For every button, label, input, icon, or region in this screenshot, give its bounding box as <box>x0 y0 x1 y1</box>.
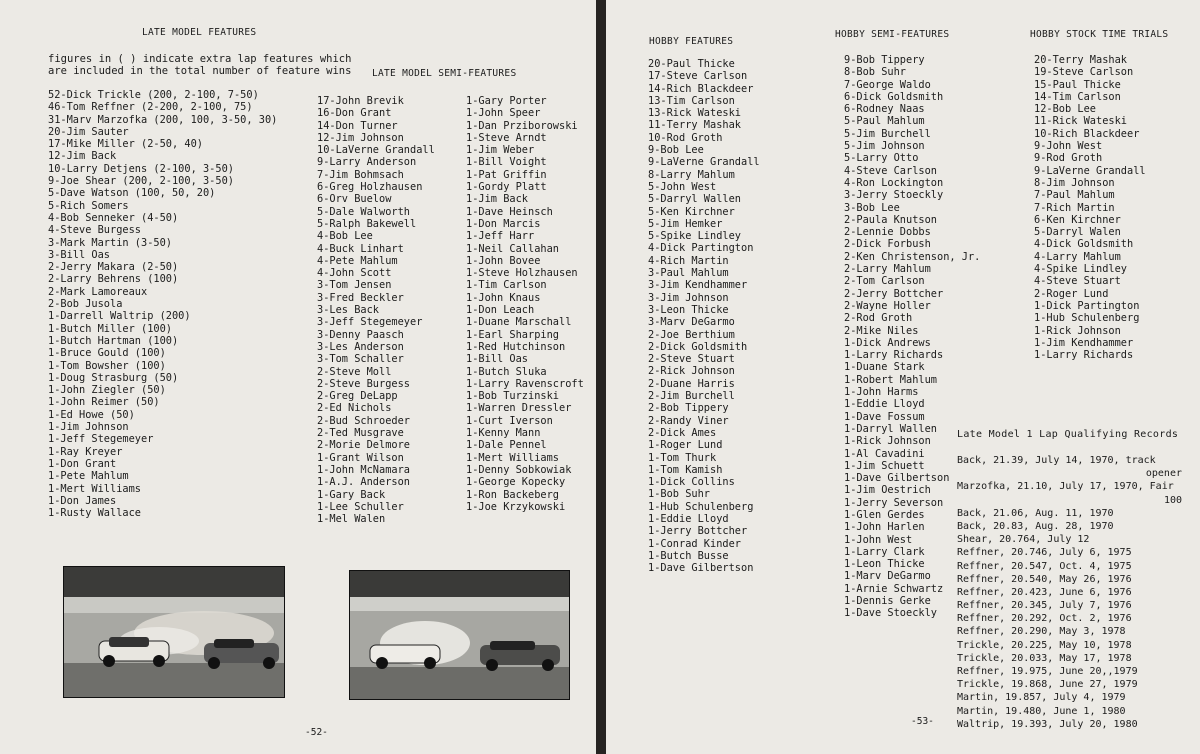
hobby-semi-entry: 1-John West <box>844 533 913 546</box>
hobby-feature-entry: 8-Larry Mahlum <box>648 168 735 181</box>
semi-feature-entry: 4-Bob Lee <box>317 230 373 243</box>
feature-entry: 1-Jim Johnson <box>48 421 129 434</box>
hobby-semi-entry: 3-Bob Lee <box>844 201 900 214</box>
left-page <box>0 0 596 754</box>
feature-entry: 2-Bob Jusola <box>48 298 123 311</box>
qualifying-record: Reffner, 20.547, Oct. 4, 1975 <box>957 560 1132 572</box>
time-trial-entry: 4-Spike Lindley <box>1034 263 1127 276</box>
semi-feature-entry: 14-Don Turner <box>317 119 398 132</box>
hobby-feature-entry: 1-Hub Schulenberg <box>648 500 754 513</box>
feature-entry: 1-Butch Hartman (100) <box>48 334 179 347</box>
semi-feature-entry: 3-Fred Beckler <box>317 291 404 304</box>
semi-feature-entry: 3-Tom Jensen <box>317 279 392 292</box>
hobby-feature-entry: 5-Darryl Wallen <box>648 193 741 206</box>
time-trial-entry: 12-Bob Lee <box>1034 103 1096 116</box>
hobby-semi-entry: 1-Rick Johnson <box>844 435 931 448</box>
book-gutter <box>596 0 606 754</box>
qualifying-record: Reffner, 20.746, July 6, 1975 <box>957 547 1132 559</box>
hobby-semi-entry: 1-Dave Stoeckly <box>844 607 937 620</box>
semi-feature-entry: 1-Tim Carlson <box>466 279 547 292</box>
hobby-feature-entry: 17-Steve Carlson <box>648 70 748 83</box>
hobby-feature-entry: 11-Terry Mashak <box>648 119 741 132</box>
hobby-semi-entry: 1-Larry Richards <box>844 349 944 362</box>
semi-feature-entry: 1-A.J. Anderson <box>317 476 410 489</box>
time-trial-entry: 4-Dick Goldsmith <box>1034 238 1134 251</box>
semi-feature-entry: 2-Steve Burgess <box>317 377 410 390</box>
hobby-feature-entry: 5-Ken Kirchner <box>648 205 735 218</box>
semi-feature-entry: 2-Bud Schroeder <box>317 414 410 427</box>
semi-feature-entry: 1-Don Marcis <box>466 217 541 230</box>
hobby-semi-entry: 2-Tom Carlson <box>844 275 925 288</box>
hobby-feature-entry: 3-Leon Thicke <box>648 303 729 316</box>
late-model-semi-list-2 <box>466 95 584 513</box>
semi-feature-entry: 3-Les Back <box>317 304 379 317</box>
semi-feature-entry: 6-Orv Buelow <box>317 193 392 206</box>
hobby-semi-entry: 1-Jerry Severson <box>844 496 944 509</box>
race-photo-2 <box>349 570 570 700</box>
hobby-semi-entry: 5-Jim Johnson <box>844 140 925 153</box>
note-line-1: figures in ( ) indicate extra lap features which <box>48 53 352 65</box>
hobby-feature-entry: 2-Randy Viner <box>648 414 729 427</box>
hobby-feature-entry: 5-Jim Hemker <box>648 217 723 230</box>
hobby-semi-entry: 2-Lennie Dobbs <box>844 226 931 239</box>
semi-feature-entry: 1-Jeff Harr <box>466 230 535 243</box>
semi-feature-entry: 1-Mert Williams <box>466 451 559 464</box>
semi-feature-entry: 2-Steve Moll <box>317 365 392 378</box>
semi-feature-entry: 1-Dan Prziborowski <box>466 119 578 132</box>
hobby-features-list <box>648 58 760 574</box>
feature-entry: 52-Dick Trickle (200, 2-100, 7-50) <box>48 89 259 101</box>
semi-feature-entry: 1-George Kopecky <box>466 476 566 489</box>
hobby-semi-entry: 5-Jim Burchell <box>844 127 931 140</box>
semi-feature-entry: 2-Ted Musgrave <box>317 427 404 440</box>
hobby-feature-entry: 3-Jim Johnson <box>648 291 729 304</box>
hobby-feature-entry: 2-Duane Harris <box>648 377 735 390</box>
semi-feature-entry: 4-Buck Linhart <box>317 242 404 255</box>
hobby-feature-entry: 13-Tim Carlson <box>648 94 735 107</box>
semi-feature-entry: 9-Larry Anderson <box>317 156 417 169</box>
hobby-semi-entry: 1-Al Cavadini <box>844 447 925 460</box>
page-number-right: -53- <box>911 716 934 727</box>
feature-entry: 1-Pete Mahlum <box>48 470 129 483</box>
qualifying-record: Back, 21.39, July 14, 1970, track <box>957 455 1156 466</box>
qualifying-record: Reffner, 20.540, May 26, 1976 <box>957 573 1132 585</box>
hobby-semi-entry: 1-Dick Andrews <box>844 336 931 349</box>
feature-entry: 1-Don Grant <box>48 457 117 470</box>
semi-feature-entry: 3-Les Anderson <box>317 340 404 353</box>
time-trial-entry: 1-Jim Kendhammer <box>1034 336 1134 349</box>
qualifying-record: Reffner, 20.290, May 3, 1978 <box>957 626 1126 638</box>
qualifying-record: Trickle, 20.225, May 10, 1978 <box>957 639 1132 651</box>
semi-feature-entry: 1-Bill Voight <box>466 156 547 169</box>
feature-entry: 12-Jim Back <box>48 150 117 163</box>
semi-feature-entry: 5-Ralph Bakewell <box>317 217 417 230</box>
semi-feature-entry: 1-Dave Heinsch <box>466 205 553 218</box>
hobby-semi-entry: 1-Larry Clark <box>844 545 925 558</box>
hobby-semi-entry: 5-Larry Otto <box>844 152 919 165</box>
semi-feature-entry: 4-John Scott <box>317 267 392 280</box>
hobby-feature-entry: 5-John West <box>648 180 717 193</box>
semi-feature-entry: 1-Earl Sharping <box>466 328 559 341</box>
time-trial-entry: 9-LaVerne Grandall <box>1034 164 1146 177</box>
late-model-features-title: LATE MODEL FEATURES <box>142 27 257 38</box>
hobby-semi-entry: 8-Bob Suhr <box>844 66 906 79</box>
semi-feature-entry: 1-Red Hutchinson <box>466 340 566 353</box>
time-trials-list <box>1034 54 1146 361</box>
hobby-semi-entry: 3-Jerry Stoeckly <box>844 189 944 202</box>
hobby-feature-entry: 2-Rick Johnson <box>648 365 735 378</box>
semi-feature-entry: 3-Denny Paasch <box>317 328 404 341</box>
hobby-feature-entry: 2-Jim Burchell <box>648 390 735 403</box>
time-trial-entry: 4-Larry Mahlum <box>1034 250 1121 263</box>
hobby-semi-entry: 2-Mike Niles <box>844 324 919 337</box>
qualifying-record: Marzofka, 21.10, July 17, 1970, Fair <box>957 481 1174 493</box>
hobby-semi-entry: 7-George Waldo <box>844 78 931 91</box>
hobby-semi-entry: 2-Ken Christenson, Jr. <box>844 250 981 263</box>
semi-feature-entry: 10-LaVerne Grandall <box>317 144 435 157</box>
qualifying-record: Reffner, 20.345, July 7, 1976 <box>957 600 1132 612</box>
records-title: Late Model 1 Lap Qualifying Records <box>957 429 1179 440</box>
hobby-semi-entry: 1-Dennis Gerke <box>844 595 931 608</box>
hobby-semi-entry: 4-Ron Lockington <box>844 176 944 189</box>
hobby-semi-entry: 1-Duane Stark <box>844 361 925 374</box>
right-page <box>606 0 1200 754</box>
hobby-feature-entry: 2-Dick Goldsmith <box>648 340 748 353</box>
semi-feature-entry: 1-Steve Holzhausen <box>466 267 578 280</box>
semi-feature-entry: 2-Greg DeLapp <box>317 390 398 403</box>
feature-entry: 1-Darrell Waltrip (200) <box>48 310 191 323</box>
feature-entry: 2-Larry Behrens (100) <box>48 273 179 286</box>
time-trial-entry: 6-Ken Kirchner <box>1034 213 1121 226</box>
feature-entry: 1-Bruce Gould (100) <box>48 347 166 360</box>
time-trial-entry: 14-Tim Carlson <box>1034 90 1121 103</box>
feature-entry: 1-John Reimer (50) <box>48 396 160 409</box>
semi-feature-entry: 16-Don Grant <box>317 107 392 120</box>
hobby-semi-entry: 1-Arnie Schwartz <box>844 582 944 595</box>
hobby-semi-entry: 2-Dick Forbush <box>844 238 931 251</box>
hobby-semi-entry: 6-Rodney Naas <box>844 103 925 116</box>
feature-entry: 1-John Ziegler (50) <box>48 384 166 397</box>
hobby-semi-entry: 1-Jim Oestrich <box>844 484 931 497</box>
qualifying-record: Trickle, 19.868, June 27, 1979 <box>957 679 1138 691</box>
hobby-feature-entry: 4-Rich Martin <box>648 254 729 267</box>
semi-feature-entry: 2-Morie Delmore <box>317 439 410 452</box>
time-trial-entry: 9-Rod Groth <box>1034 152 1103 165</box>
semi-feature-entry: 5-Dale Walworth <box>317 205 410 218</box>
feature-entry: 4-Bob Senneker (4-50) <box>48 211 179 224</box>
hobby-semi-entry: 4-Steve Carlson <box>844 164 937 177</box>
semi-feature-entry: 1-Gary Back <box>317 488 386 501</box>
time-trial-entry: 1-Larry Richards <box>1034 349 1134 362</box>
page-number-left: -52- <box>305 727 328 738</box>
time-trial-entry: 7-Paul Mahlum <box>1034 189 1115 202</box>
qualifying-record: opener <box>1145 468 1182 480</box>
qualifying-record: Reffner, 20.423, June 6, 1976 <box>957 586 1132 598</box>
feature-entry: 46-Tom Reffner (2-200, 2-100, 75) <box>48 101 253 114</box>
time-trial-entry: 8-Jim Johnson <box>1034 176 1115 189</box>
hobby-semi-entry: 6-Dick Goldsmith <box>844 90 944 103</box>
feature-entry: 3-Mark Martin (3-50) <box>48 236 172 249</box>
time-trial-entry: 10-Rich Blackdeer <box>1034 127 1140 140</box>
feature-entry: 1-Rusty Wallace <box>48 507 141 520</box>
hobby-feature-entry: 3-Jim Kendhammer <box>648 279 748 292</box>
hobby-feature-entry: 3-Paul Mahlum <box>648 267 729 280</box>
semi-feature-entry: 1-Pat Griffin <box>466 168 547 181</box>
semi-feature-entry: 1-Larry Ravenscroft <box>466 377 584 390</box>
feature-entry: 1-Ed Howe (50) <box>48 408 135 421</box>
time-trial-entry: 9-John West <box>1034 140 1103 153</box>
qualifying-record: Shear, 20.764, July 12 <box>957 534 1090 546</box>
semi-feature-entry: 12-Jim Johnson <box>317 131 404 144</box>
hobby-feature-entry: 2-Steve Stuart <box>648 353 735 366</box>
qualifying-records-list <box>957 454 1182 731</box>
semi-feature-entry: 1-Kenny Mann <box>466 427 541 440</box>
feature-entry: 17-Mike Miller (2-50, 40) <box>48 138 203 151</box>
time-trial-entry: 1-Hub Schulenberg <box>1034 312 1140 325</box>
hobby-feature-entry: 4-Dick Partington <box>648 242 754 255</box>
semi-feature-entry: 1-Jim Back <box>466 193 528 206</box>
hobby-feature-entry: 1-Butch Busse <box>648 549 729 562</box>
time-trial-entry: 11-Rick Wateski <box>1034 115 1127 128</box>
qualifying-record: Reffner, 19.975, June 20,,1979 <box>957 666 1138 677</box>
semi-feature-entry: 1-Duane Marschall <box>466 316 572 329</box>
time-trial-entry: 20-Terry Mashak <box>1034 54 1127 66</box>
hobby-feature-entry: 1-Tom Kamish <box>648 463 723 476</box>
hobby-semi-entry: 2-Paula Knutson <box>844 213 937 226</box>
time-trial-entry: 1-Rick Johnson <box>1034 324 1121 337</box>
time-trial-entry: 2-Roger Lund <box>1034 287 1109 300</box>
hobby-semi-entry: 2-Larry Mahlum <box>844 263 931 276</box>
semi-feature-entry: 1-Ron Backeberg <box>466 488 559 501</box>
hobby-semi-title: HOBBY SEMI-FEATURES <box>835 29 950 40</box>
time-trial-entry: 5-Darryl Walen <box>1034 226 1121 239</box>
time-trial-entry: 1-Dick Partington <box>1034 299 1140 312</box>
hobby-semi-entry: 1-John Harlen <box>844 521 925 534</box>
hobby-semi-entry: 1-Dave Fossum <box>844 410 925 423</box>
hobby-feature-entry: 2-Dick Ames <box>648 426 717 439</box>
qualifying-record: 100 <box>1163 494 1182 506</box>
semi-feature-entry: 1-Mel Walen <box>317 513 386 526</box>
semi-feature-entry: 1-Lee Schuller <box>317 500 404 513</box>
hobby-feature-entry: 14-Rich Blackdeer <box>648 82 754 95</box>
semi-feature-entry: 7-Jim Bohmsach <box>317 168 404 181</box>
late-model-semi-title: LATE MODEL SEMI-FEATURES <box>372 68 517 79</box>
semi-feature-entry: 3-Jeff Stegemeyer <box>317 316 423 329</box>
qualifying-record: Back, 21.06, Aug. 11, 1970 <box>957 507 1114 519</box>
hobby-feature-entry: 2-Bob Tippery <box>648 402 729 415</box>
feature-entry: 1-Tom Bowsher (100) <box>48 359 166 372</box>
qualifying-record: Reffner, 20.292, Oct. 2, 1976 <box>957 613 1132 625</box>
time-trial-entry: 15-Paul Thicke <box>1034 78 1121 91</box>
hobby-feature-entry: 1-Tom Thurk <box>648 451 717 464</box>
semi-feature-entry: 6-Greg Holzhausen <box>317 181 423 194</box>
semi-feature-entry: 1-Dale Pennel <box>466 439 547 452</box>
hobby-feature-entry: 10-Rod Groth <box>648 131 723 144</box>
hobby-feature-entry: 3-Marv DeGarmo <box>648 316 735 329</box>
semi-feature-entry: 1-Butch Sluka <box>466 365 547 378</box>
hobby-semi-entry: 1-Glen Gerdes <box>844 508 925 521</box>
feature-entry: 2-Jerry Makara (2-50) <box>48 261 179 274</box>
time-trials-title: HOBBY STOCK TIME TRIALS <box>1030 29 1169 40</box>
hobby-semi-entry: 2-Jerry Bottcher <box>844 287 944 300</box>
semi-feature-entry: 1-John McNamara <box>317 463 410 476</box>
hobby-feature-entry: 9-Bob Lee <box>648 144 704 157</box>
feature-entry: 2-Mark Lamoreaux <box>48 285 148 298</box>
semi-feature-entry: 1-Bill Oas <box>466 353 528 366</box>
feature-entry: 5-Rich Somers <box>48 199 129 212</box>
feature-entry: 31-Marv Marzofka (200, 100, 3-50, 30) <box>48 113 278 126</box>
semi-feature-entry: 1-John Bovee <box>466 254 541 267</box>
hobby-semi-entry: 1-Leon Thicke <box>844 558 925 571</box>
hobby-semi-entry: 1-Jim Schuett <box>844 459 925 472</box>
late-model-features-list <box>48 89 277 519</box>
feature-entry: 1-Doug Strasburg (50) <box>48 371 179 384</box>
feature-entry: 20-Jim Sauter <box>48 125 129 138</box>
hobby-feature-entry: 5-Spike Lindley <box>648 230 741 243</box>
hobby-semi-entry: 1-Robert Mahlum <box>844 373 937 386</box>
semi-feature-entry: 1-Neil Callahan <box>466 242 559 255</box>
hobby-features-title: HOBBY FEATURES <box>649 36 734 47</box>
qualifying-record: Trickle, 20.033, May 17, 1978 <box>957 652 1132 664</box>
feature-entry: 3-Bill Oas <box>48 248 110 261</box>
semi-feature-entry: 3-Tom Schaller <box>317 353 404 366</box>
hobby-semi-entry: 2-Wayne Holler <box>844 299 931 312</box>
feature-entry: 1-Butch Miller (100) <box>48 322 172 335</box>
hobby-semi-entry: 1-Marv DeGarmo <box>844 570 931 583</box>
hobby-feature-entry: 13-Rick Wateski <box>648 107 741 120</box>
semi-feature-entry: 1-Denny Sobkowiak <box>466 463 572 476</box>
semi-feature-entry: 1-Joe Krzykowski <box>466 500 566 513</box>
feature-entry: 1-Don James <box>48 494 117 507</box>
hobby-feature-entry: 1-Jerry Bottcher <box>648 525 748 538</box>
hobby-semi-entry: 1-Dave Gilbertson <box>844 472 950 485</box>
hobby-feature-entry: 1-Roger Lund <box>648 439 723 452</box>
semi-feature-entry: 1-Steve Arndt <box>466 131 547 144</box>
hobby-semi-entry: 9-Bob Tippery <box>844 54 925 66</box>
note-line-2: are included in the total number of feature wins <box>48 65 352 77</box>
hobby-semi-entry: 1-Darryl Wallen <box>844 422 937 435</box>
qualifying-record: Back, 20.83, Aug. 28, 1970 <box>957 520 1114 532</box>
semi-feature-entry: 1-John Knaus <box>466 291 541 304</box>
hobby-feature-entry: 1-Dave Gilbertson <box>648 562 754 575</box>
semi-feature-entry: 1-Jim Weber <box>466 144 535 157</box>
hobby-feature-entry: 1-Eddie Lloyd <box>648 512 729 525</box>
late-model-semi-list-1 <box>317 95 435 525</box>
semi-feature-entry: 1-John Speer <box>466 107 541 120</box>
feature-entry: 4-Steve Burgess <box>48 224 141 237</box>
hobby-feature-entry: 20-Paul Thicke <box>648 58 735 70</box>
feature-entry: 1-Ray Kreyer <box>48 445 123 458</box>
hobby-feature-entry: 1-Conrad Kinder <box>648 537 741 550</box>
semi-feature-entry: 1-Bob Turzinski <box>466 390 559 403</box>
hobby-feature-entry: 1-Bob Suhr <box>648 488 710 501</box>
hobby-semi-entry: 1-John Harms <box>844 386 919 399</box>
time-trial-entry: 7-Rich Martin <box>1034 201 1115 214</box>
time-trial-entry: 19-Steve Carlson <box>1034 66 1134 79</box>
hobby-semi-entry: 5-Paul Mahlum <box>844 115 925 128</box>
hobby-semi-entry: 1-Eddie Lloyd <box>844 398 925 411</box>
hobby-feature-entry: 1-Dick Collins <box>648 476 735 489</box>
qualifying-record: Martin, 19.857, July 4, 1979 <box>957 692 1126 704</box>
semi-feature-entry: 1-Gordy Platt <box>466 181 547 194</box>
semi-feature-entry: 17-John Brevik <box>317 95 404 107</box>
hobby-feature-entry: 2-Joe Berthium <box>648 328 735 341</box>
feature-entry: 1-Jeff Stegemeyer <box>48 433 154 446</box>
race-photo-1 <box>63 566 285 698</box>
semi-feature-entry: 4-Pete Mahlum <box>317 254 398 267</box>
feature-entry: 10-Larry Detjens (2-100, 3-50) <box>48 162 234 175</box>
hobby-semi-entry: 2-Rod Groth <box>844 312 913 325</box>
hobby-feature-entry: 9-LaVerne Grandall <box>648 156 760 169</box>
feature-entry: 9-Joe Shear (200, 2-100, 3-50) <box>48 175 234 188</box>
semi-feature-entry: 1-Grant Wilson <box>317 451 404 464</box>
semi-feature-entry: 1-Curt Iverson <box>466 414 553 427</box>
feature-entry: 5-Dave Watson (100, 50, 20) <box>48 187 216 200</box>
feature-entry: 1-Mert Williams <box>48 482 141 495</box>
qualifying-record: Waltrip, 19.393, July 20, 1980 <box>957 718 1138 730</box>
time-trial-entry: 4-Steve Stuart <box>1034 275 1121 288</box>
semi-feature-entry: 1-Gary Porter <box>466 95 547 107</box>
semi-feature-entry: 2-Ed Nichols <box>317 402 392 415</box>
qualifying-record: Martin, 19.480, June 1, 1980 <box>957 705 1126 717</box>
semi-feature-entry: 1-Warren Dressler <box>466 402 572 415</box>
semi-feature-entry: 1-Don Leach <box>466 304 535 317</box>
